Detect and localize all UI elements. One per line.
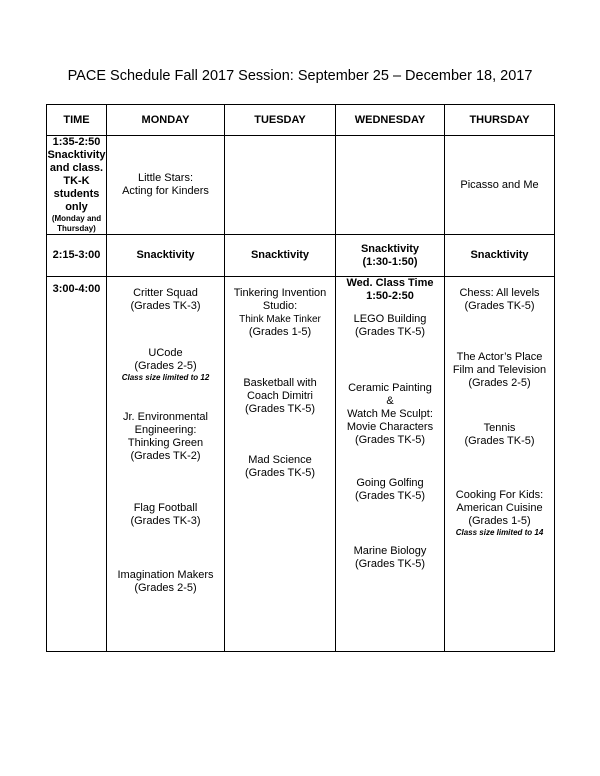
class-item (336, 313, 444, 339)
class-line: (Grades TK-5) (244, 403, 316, 415)
class-item (336, 545, 444, 571)
class-line: & (386, 395, 394, 407)
class-line: UCode (148, 347, 183, 359)
class-item (107, 347, 224, 383)
time-line: and class. (49, 162, 104, 174)
class-line: Watch Me Sculpt: (347, 408, 433, 420)
class-line: Mad Science (248, 454, 312, 466)
class-line: Cooking For Kids: (455, 489, 544, 501)
time-note: (Monday and Thursday) (51, 214, 102, 233)
class-line: Chess: All levels (459, 287, 540, 299)
row-classes (47, 277, 555, 652)
class-line: Flag Football (133, 502, 198, 514)
monday-snack: Snacktivity (107, 235, 225, 277)
class-line: (Grades TK-5) (354, 326, 426, 338)
class-note: Class size limited to 12 (121, 373, 210, 382)
snack-time: (1:30-1:50) (362, 255, 418, 268)
tuesday-snack: Snacktivity (225, 235, 336, 277)
class-line: (Grades 2-5) (468, 377, 531, 389)
class-line: (Grades TK-3) (130, 300, 201, 312)
class-line: (Grades 2-5) (134, 360, 197, 372)
class-item (445, 351, 554, 390)
class-line: (Grades TK-5) (354, 490, 426, 502)
class-line: Ceramic Painting (348, 382, 432, 394)
class-line: Engineering: (134, 424, 197, 436)
class-time-line: 1:50-2:50 (366, 290, 414, 302)
wednesday-tkk (336, 136, 445, 235)
time-cell-tkk (47, 136, 107, 235)
row-tkk (47, 136, 555, 235)
header-tuesday: TUESDAY (225, 105, 336, 136)
class-line: (Grades 2-5) (134, 582, 197, 594)
class-line: Imagination Makers (117, 569, 214, 581)
time-line: 1:35-2:50 (52, 136, 101, 148)
class-line: (Grades 1-5) (248, 326, 312, 338)
class-line: (Grades TK-2) (130, 450, 201, 462)
class-line: Movie Characters (346, 421, 434, 433)
header-time: TIME (47, 105, 107, 136)
wednesday-snack (336, 235, 445, 277)
thursday-snack: Snacktivity (445, 235, 555, 277)
class-item (225, 287, 335, 339)
class-item (445, 287, 554, 313)
class-item (225, 454, 335, 480)
class-item (336, 382, 444, 447)
class-line: (Grades TK-5) (354, 434, 426, 446)
class-line: The Actor’s Place (456, 351, 543, 363)
wednesday-classes (336, 277, 445, 652)
row-snack (47, 235, 555, 277)
class-line: (Grades TK-5) (464, 435, 535, 447)
class-line: Little Stars: (137, 172, 194, 184)
class-item (107, 569, 224, 595)
header-monday: MONDAY (107, 105, 225, 136)
class-line: (Grades TK-3) (130, 515, 201, 527)
thursday-classes (445, 277, 555, 652)
class-item (336, 477, 444, 503)
time-label: 3:00-4:00 (52, 283, 101, 295)
class-item (107, 287, 224, 313)
snack-label: Snacktivity (360, 242, 420, 255)
monday-classes (107, 277, 225, 652)
class-line: Marine Biology (353, 545, 427, 557)
wednesday-class-time (336, 277, 444, 303)
class-line: Film and Television (452, 364, 547, 376)
header-row (47, 105, 555, 136)
class-line: (Grades TK-5) (244, 467, 316, 479)
header-wednesday: WEDNESDAY (336, 105, 445, 136)
class-line: (Grades 1-5) (468, 515, 531, 527)
time-line: Snacktivity (47, 149, 106, 161)
class-line: (Grades TK-5) (464, 300, 535, 312)
tuesday-classes (225, 277, 336, 652)
class-line: Studio: (262, 300, 298, 312)
class-note: Class size limited to 14 (455, 528, 544, 537)
class-line: Tinkering Invention (233, 287, 327, 299)
thursday-tkk: Picasso and Me (445, 136, 555, 235)
class-subtitle: Think Make Tinker (239, 314, 321, 325)
time-cell-classes (47, 277, 107, 652)
page-title: PACE Schedule Fall 2017 Session: September 25 – December 18, 2017 (67, 68, 533, 84)
time-line: students (53, 188, 100, 200)
class-line: (Grades TK-5) (354, 558, 426, 570)
monday-tkk (107, 136, 225, 235)
time-line: TK-K (63, 175, 90, 187)
class-line: Basketball with (243, 377, 317, 389)
schedule-table (46, 104, 555, 652)
class-line: LEGO Building (353, 313, 427, 325)
header-thursday: THURSDAY (445, 105, 555, 136)
tuesday-tkk (225, 136, 336, 235)
class-line: Critter Squad (133, 287, 198, 299)
class-line: Acting for Kinders (122, 185, 209, 197)
class-item (225, 377, 335, 416)
class-line: Coach Dimitri (246, 390, 313, 402)
class-item (107, 411, 224, 463)
class-line: Jr. Environmental (123, 411, 208, 423)
time-line: only (65, 201, 88, 213)
time-cell-snack: 2:15-3:00 (47, 235, 107, 277)
class-time-line: Wed. Class Time (346, 277, 434, 289)
class-line: American Cuisine (456, 502, 543, 514)
class-item (445, 422, 554, 448)
class-line: Going Golfing (356, 477, 424, 489)
class-item (107, 502, 224, 528)
class-item (445, 489, 554, 538)
class-line: Tennis (483, 422, 516, 434)
class-line: Thinking Green (127, 437, 204, 449)
